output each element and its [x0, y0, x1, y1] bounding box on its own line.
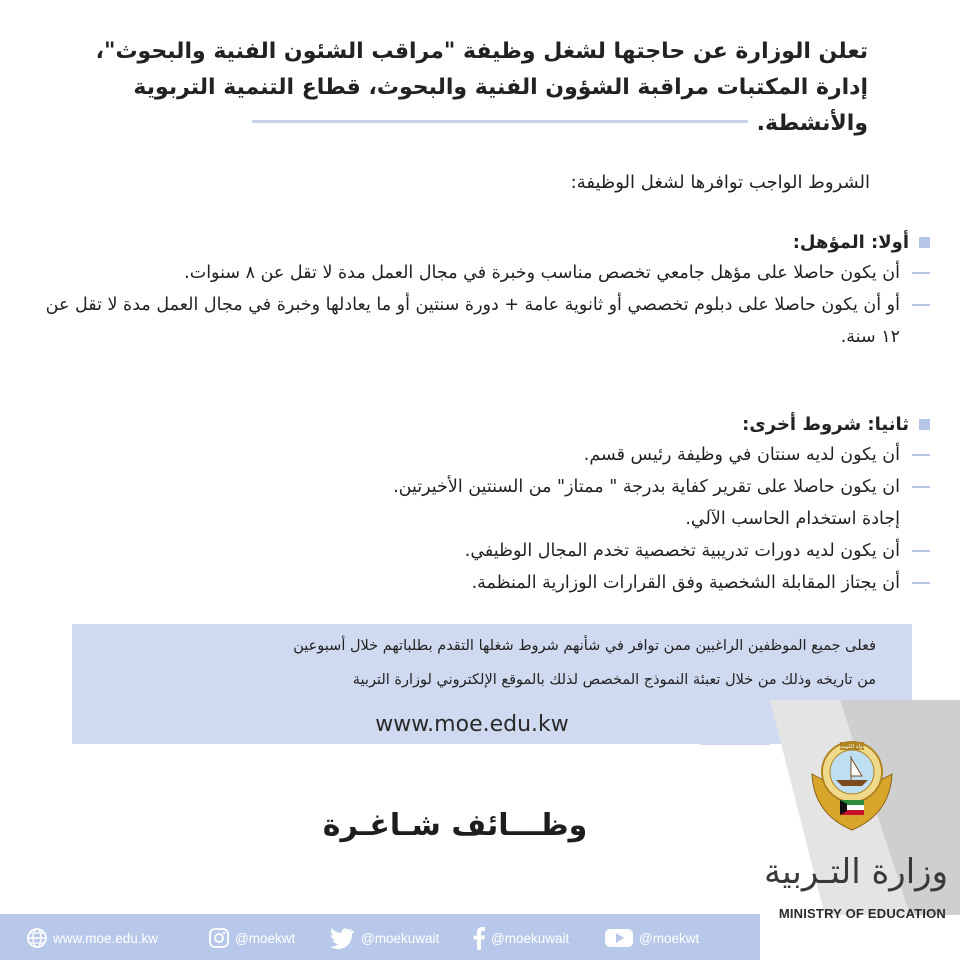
globe-icon	[26, 927, 48, 949]
instagram-icon	[208, 927, 230, 949]
dash-bullet-icon	[912, 304, 930, 306]
list-item: أو أن يكون حاصلا على دبلوم تخصصي أو ثانوية عامة + دورة سنتين أو ما يعادلها وخبرة في مجال العمل مدة لا تقل عن ١٢ سنة.	[30, 289, 930, 353]
other-conditions-heading	[30, 414, 930, 435]
dash-bullet-icon	[912, 550, 930, 552]
qualification-heading	[30, 232, 930, 253]
footer-twitter-link[interactable]: @moekuwait	[330, 928, 439, 948]
notice-line2: من تاريخه وذلك من خلال تعبئة النموذج المخصص لذلك بالموقع الإلكتروني لوزارة التربية	[352, 672, 876, 688]
kuwait-emblem-icon	[806, 734, 898, 834]
list-item: أن يكون حاصلا على مؤهل جامعي تخصص مناسب وخبرة في مجال العمل مدة لا تقل عن ٨ سنوات.	[30, 257, 930, 289]
list-item: أن يجتاز المقابلة الشخصية وفق القرارات الوزارية المنظمة.	[30, 567, 930, 599]
announcement-title-line1: تعلن الوزارة عن حاجتها لشغل وظيفة "مراقب الشئون الفنية والبحوث"،	[95, 39, 868, 64]
announcement-title	[38, 34, 868, 142]
qualification-section	[30, 232, 930, 353]
list-item: أن يكون لديه دورات تدريبية تخصصية تخدم المجال الوظيفي.	[30, 535, 930, 567]
footer-youtube-link[interactable]: @moekwt	[604, 928, 699, 948]
square-bullet-icon	[919, 237, 930, 248]
ministry-name-english: MINISTRY OF EDUCATION	[778, 906, 946, 921]
twitter-bird-icon	[330, 927, 356, 949]
vacancies-title: وظـــائف شـاغـرة	[322, 808, 588, 843]
other-conditions-section	[30, 414, 930, 599]
square-bullet-icon	[919, 419, 930, 430]
notice-line1: فعلى جميع الموظفين الراغبين ممن توافر في شأنهم شروط شغلها التقدم بطلباتهم خلال أسبوعين	[293, 638, 876, 654]
dash-bullet-icon	[912, 486, 930, 488]
ministry-name-arabic: وزارة التـربية	[763, 852, 948, 892]
qualification-list	[30, 257, 930, 353]
notice-website-link[interactable]: www.moe.edu.kw	[375, 712, 569, 737]
facebook-icon	[472, 926, 486, 950]
list-item: ان يكون حاصلا على تقرير كفاية بدرجة " ممتاز" من السنتين الأخيرتين.	[30, 471, 930, 503]
emblem-caption: دولة الكويت	[839, 744, 865, 750]
list-item: إجادة استخدام الحاسب الآلي.	[685, 509, 900, 529]
dash-bullet-icon	[912, 454, 930, 456]
announcement-title-line2: إدارة المكتبات مراقبة الشؤون الفنية والبحوث، قطاع التنمية التربوية والأنشطة.	[133, 75, 868, 136]
youtube-icon	[604, 927, 634, 949]
footer-website-link[interactable]: www.moe.edu.kw	[26, 928, 158, 948]
social-footer-bar	[0, 914, 760, 960]
other-conditions-heading-text: ثانيا: شروط أخرى:	[742, 414, 909, 435]
qualification-heading-text: أولا: المؤهل:	[792, 232, 909, 253]
header-divider	[252, 120, 748, 123]
dash-bullet-icon	[912, 582, 930, 584]
dash-bullet-icon	[912, 272, 930, 274]
conditions-intro: الشروط الواجب توافرها لشغل الوظيفة:	[570, 172, 870, 193]
list-item: أن يكون لديه سنتان في وظيفة رئيس قسم.	[30, 439, 930, 471]
other-conditions-list	[30, 439, 930, 599]
footer-facebook-link[interactable]: @moekuwait	[472, 928, 569, 948]
footer-instagram-link[interactable]: @moekwt	[208, 928, 295, 948]
